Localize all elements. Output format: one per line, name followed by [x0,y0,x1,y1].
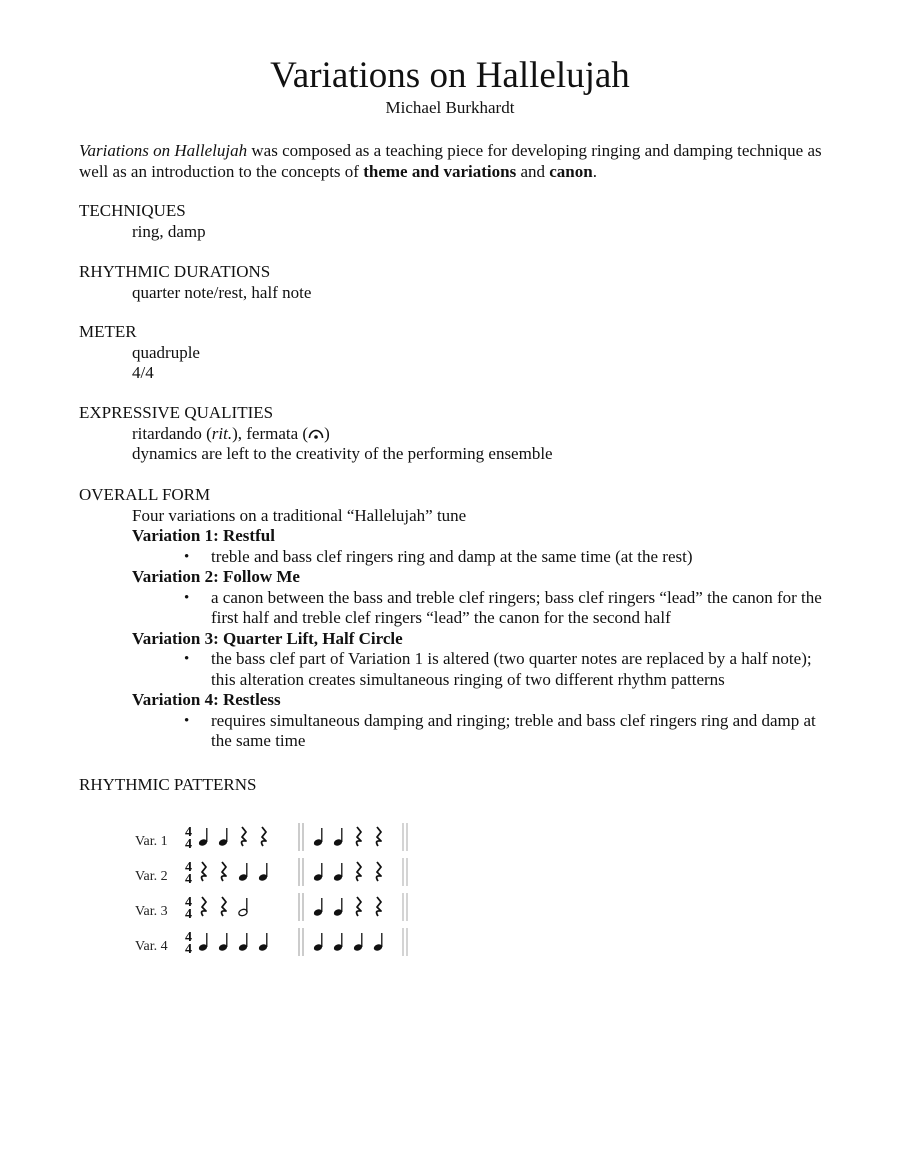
bullet-icon: • [184,651,190,667]
overall-form-section [79,485,831,752]
bullet-icon: • [184,589,190,606]
expressive-line-2: dynamics are left to the creativity of the performing ensemble [132,444,553,463]
variation-4-bullet [79,711,831,752]
time-signature-top: 4 [185,860,192,875]
variation-2-title: Variation 2: Follow Me [132,567,300,586]
variation-2-bullet [79,588,831,629]
time-signature-top: 4 [185,895,192,910]
rhythm-m1-2-1-quarter-rest [202,862,206,881]
variation-3-title: Variation 3: Quarter Lift, Half Circle [132,628,403,648]
time-signature-bottom: 4 [185,907,192,922]
meter-line-2: 4/4 [132,363,154,382]
variation-2-bullet-text: a canon between the bass and treble clef ringers; bass clef ringers “lead” the canon for the first half and treble clef ringers “lead” the canon for the second half [211,587,822,627]
intro-italic-title: Variations on Hallelujah [79,141,248,160]
rhythm-m2-2-4-quarter-rest [377,862,381,881]
expressive-section [79,403,553,465]
variation-1-title: Variation 1: Restful [132,526,275,545]
rhythm-m1-2-2-quarter-rest [222,862,226,881]
rhythm-m2-2-3-quarter-rest [357,862,361,881]
rhythm-m1-1-4-quarter-rest [262,827,266,846]
intro-paragraph [79,140,839,182]
page-title: Variations on Hallelujah [270,55,630,96]
rhythm-m2-3-4-quarter-rest [377,897,381,916]
expressive-text-a: ritardando ( [132,423,212,443]
expressive-text-b: ), fermata ( [232,423,309,443]
rhythmic-patterns-heading: RHYTHMIC PATTERNS [79,775,257,794]
fermata-icon [308,427,324,441]
rhythm-m1-1-3-quarter-rest [242,827,246,846]
meter-heading: METER [79,322,137,341]
time-signature-bottom: 4 [185,837,192,852]
overall-form-heading: OVERALL FORM [79,485,211,504]
intro-text-3: . [592,162,597,181]
time-signature-bottom: 4 [185,872,192,887]
intro-bold-2: canon [549,162,593,181]
variation-3-bullet-text: the bass clef part of Variation 1 is altered (two quarter notes are replaced by a half note); this alteration creates simultaneous ringing of two different rhythm patterns [211,649,812,689]
techniques-heading: TECHNIQUES [79,201,186,220]
intro-text-2: and [516,162,550,181]
rhythm-m1-3-1-quarter-rest [202,897,206,916]
meter-section [79,322,200,384]
rhythmic-patterns-notation [130,820,430,965]
rhythm-row-label: Var. 4 [135,939,168,954]
rhythmic-durations-heading: RHYTHMIC DURATIONS [79,262,271,281]
variation-1-bullet-text: treble and bass clef ringers ring and damp at the same time (at the rest) [211,546,693,566]
expressive-text-c: ) [324,423,330,443]
variation-3-bullet [79,649,831,690]
time-signature-top: 4 [185,930,192,945]
rit-abbrev: rit. [211,423,233,443]
meter-line-1: quadruple [132,342,200,362]
author: Michael Burkhardt [385,98,515,117]
rhythmic-patterns-section [79,775,256,796]
expressive-line-1 [79,424,553,445]
rhythm-row-label: Var. 1 [135,834,168,849]
rhythm-m1-3-2-quarter-rest [222,897,226,916]
techniques-value: ring, damp [132,221,206,241]
overall-form-intro: Four variations on a traditional “Hallelujah” tune [132,505,467,525]
rhythm-row-label: Var. 3 [135,904,168,919]
variation-4-title: Variation 4: Restless [132,690,281,709]
variation-4-bullet-text: requires simultaneous damping and ringing; treble and bass clef ringers ring and damp at the same time [211,710,816,750]
time-signature-bottom: 4 [185,942,192,957]
intro-text-1: was composed as a teaching piece for developing ringing and damping technique as well as an introduction to the concepts of [79,141,822,181]
rhythm-row-label: Var. 2 [135,869,168,884]
intro-bold-1: theme and variations [363,162,517,181]
rhythm-m2-1-3-quarter-rest [357,827,361,846]
techniques-section [79,201,206,242]
bullet-icon: • [184,712,190,729]
rhythm-m2-1-4-quarter-rest [377,827,381,846]
time-signature-top: 4 [185,825,192,840]
expressive-heading: EXPRESSIVE QUALITIES [79,403,274,422]
rhythmic-durations-value: quarter note/rest, half note [132,282,312,302]
bullet-icon: • [184,548,190,565]
rhythm-m2-3-3-quarter-rest [357,897,361,916]
variation-1-bullet [79,547,831,568]
rhythmic-durations-section [79,262,311,303]
